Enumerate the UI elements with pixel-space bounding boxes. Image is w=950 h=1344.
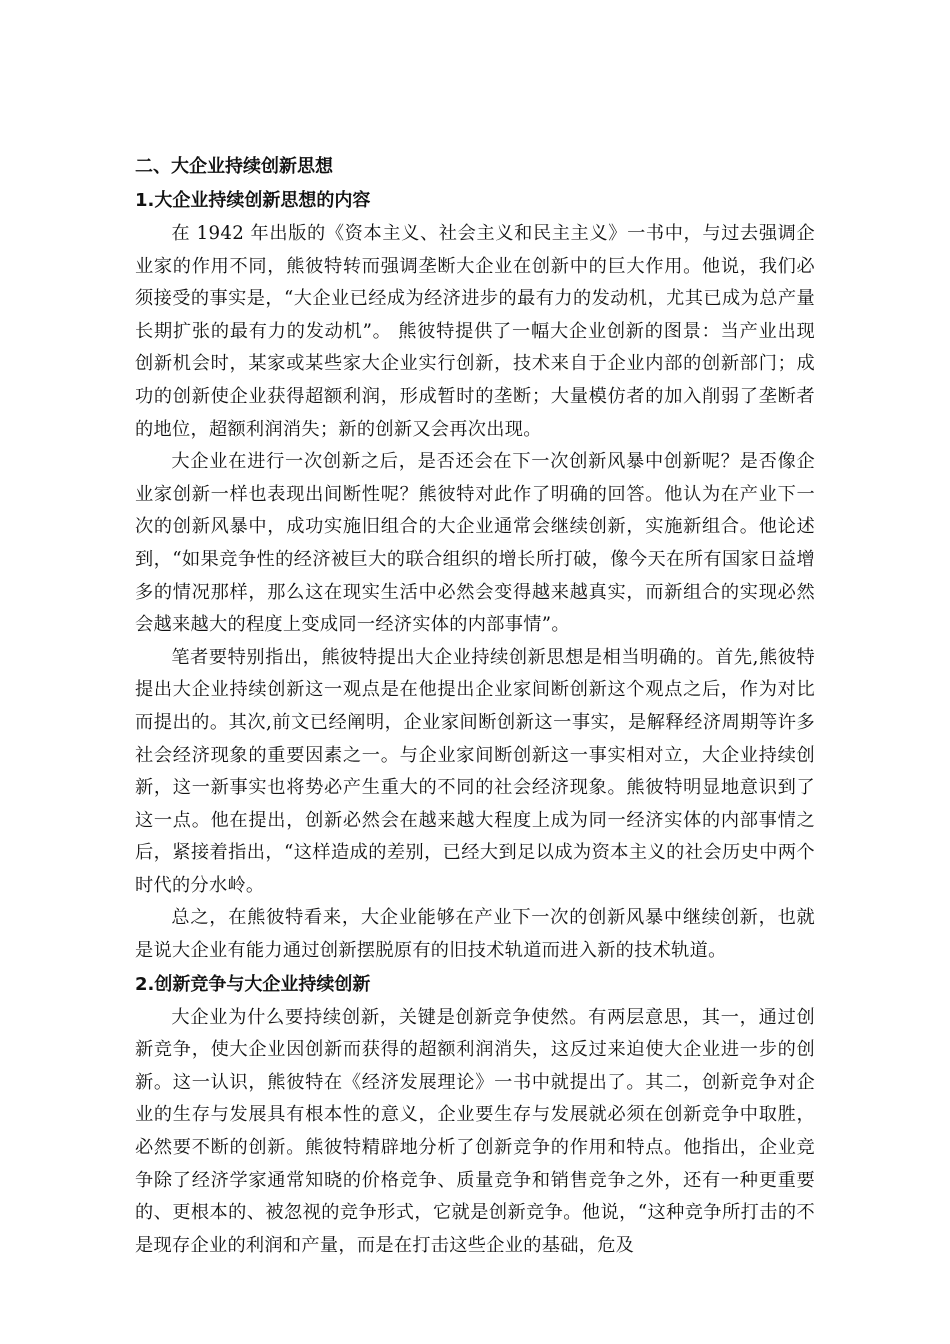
subsection-heading-2: 2.创新竞争与大企业持续创新 xyxy=(135,973,371,995)
paragraph: 大企业为什么要持续创新，关键是创新竞争使然。有两层意思，其一，通过创新竞争，使大企业因创新而获得的超额利润消失，这反过来迫使大企业进一步的创新。这一认识，熊彼特在《经济发展理论》一书中就提出了。其二，创新竞争对企业的生存与发展具有根本性的意义，企业要生存与发展就必须在创新竞争中取胜，必然要不断的创新。熊彼特精辟地分析了创新竞争的作用和特点。他指出，企业竞争除了经济学家通常知晓的价格竞争、质量竞争和销售竞争之外，还有一种更重要的、更根本的、被忽视的竞争形式，它就是创新竞争。他说，“这种竞争所打击的不是现存企业的利润和产量，而是在打击这些企业的基础，危及 xyxy=(135,1006,815,1256)
document-page xyxy=(135,150,815,1262)
paragraph: 笔者要特别指出，熊彼特提出大企业持续创新思想是相当明确的。首先,熊彼特提出大企业持续创新这一观点是在他提出企业家间断创新这个观点之后，作为对比而提出的。其次,前文已经阐明，企业家间断创新这一事实，是解释经济周期等许多社会经济现象的重要因素之一。与企业家间断创新这一事实相对立，大企业持续创新，这一新事实也将势必产生重大的不同的社会经济现象。熊彼特明显地意识到了这一点。他在提出，创新必然会在越来越大程度上成为同一经济实体的内部事情之后，紧接着指出，“这样造成的差别，已经大到足以成为资本主义的社会历史中两个时代的分水岭。 xyxy=(135,646,815,896)
paragraph: 大企业在进行一次创新之后，是否还会在下一次创新风暴中创新呢？是否像企业家创新一样也表现出间断性呢？熊彼特对此作了明确的回答。他认为在产业下一次的创新风暴中，成功实施旧组合的大企业通常会继续创新，实施新组合。他论述到，“如果竞争性的经济被巨大的联合组织的增长所打破，像今天在所有国家日益增多的情况那样，那么这在现实生活中必然会变得越来越真实，而新组合的实现必然会越来越大的程度上变成同一经济实体的内部事情”。 xyxy=(135,451,815,636)
section-heading: 二、大企业持续创新思想 xyxy=(135,156,333,177)
subsection-heading-1: 1.大企业持续创新思想的内容 xyxy=(135,190,371,211)
paragraph: 总之，在熊彼特看来，大企业能够在产业下一次的创新风暴中继续创新，也就是说大企业有能力通过创新摆脱原有的旧技术轨道而进入新的技术轨道。 xyxy=(135,907,815,962)
paragraph: 在 1942 年出版的《资本主义、社会主义和民主主义》一书中，与过去强调企业家的作用不同，熊彼特转而强调垄断大企业在创新中的巨大作用。他说，我们必须接受的事实是，“大企业已经成为经济进步的最有力的发动机，尤其已成为总产量长期扩张的最有力的发动机”。 熊彼特提供了一幅大企业创新的图景：当产业出现创新机会时，某家或某些家大企业实行创新，技术来自于企业内部的创新部门；成功的创新使企业获得超额利润，形成暂时的垄断；大量模仿者的加入削弱了垄断者的地位，超额利润消失；新的创新又会再次出现。 xyxy=(135,223,815,440)
